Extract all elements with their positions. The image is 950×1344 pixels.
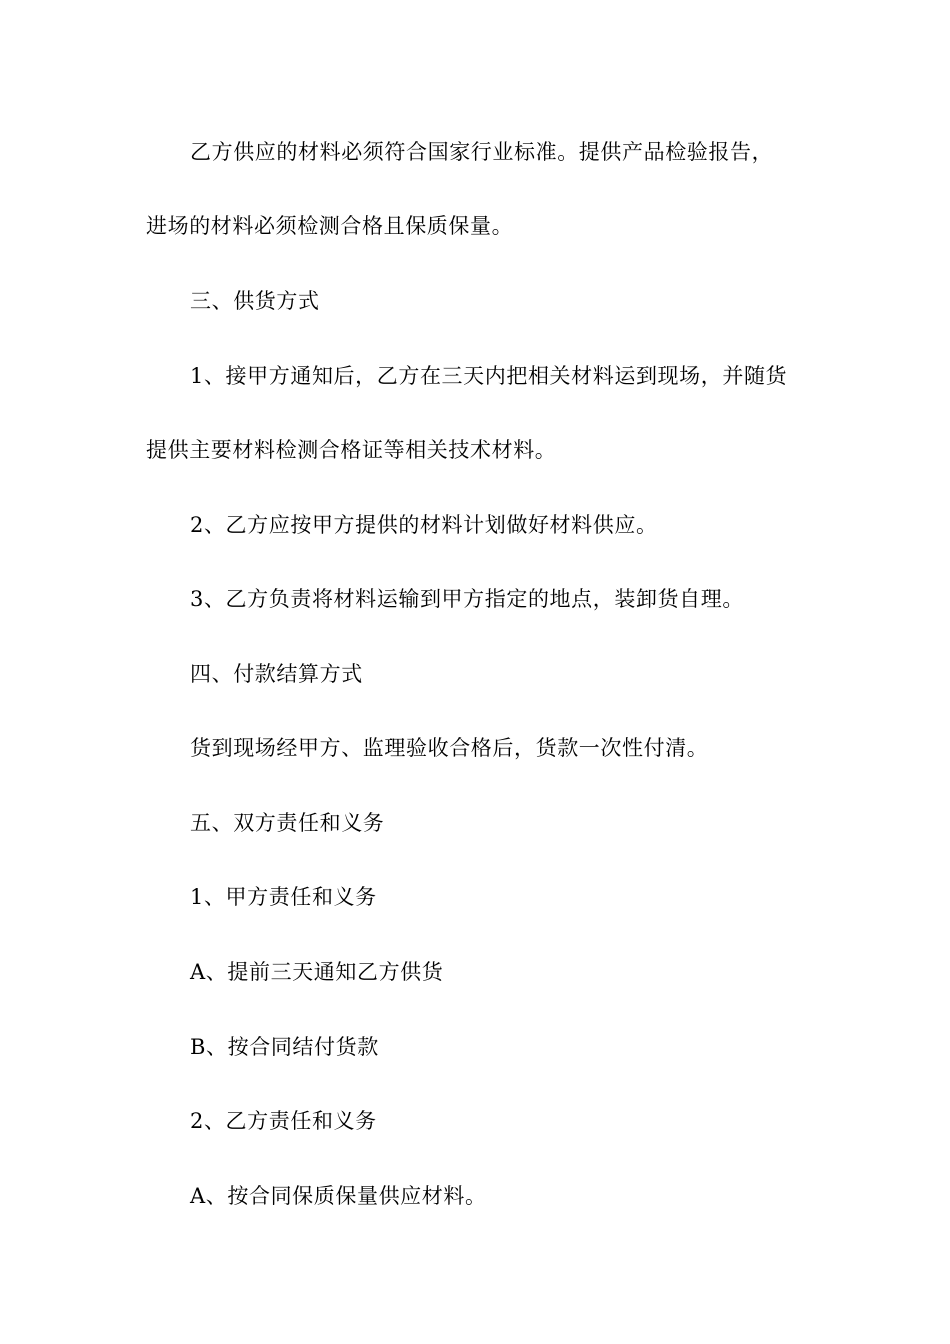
heading-responsibilities: 五、双方责任和义务 [190, 811, 385, 835]
paragraph-supply-2: 2、乙方应按甲方提供的材料计划做好材料供应。 [190, 513, 658, 537]
list-item-party-a-a: A、提前三天通知乙方供货 [190, 960, 444, 984]
paragraph-supply-1: 1、接甲方通知后，乙方在三天内把相关材料运到现场，并随货 [190, 364, 788, 388]
list-item-party-b-a: A、按合同保质保量供应材料。 [190, 1184, 487, 1208]
paragraph-supply-1-cont: 提供主要材料检测合格证等相关技术材料。 [146, 438, 557, 462]
paragraph-payment: 货到现场经甲方、监理验收合格后，货款一次性付清。 [190, 736, 709, 760]
list-item-party-a-b: B、按合同结付货款 [190, 1035, 379, 1059]
subheading-party-a: 1、甲方责任和义务 [190, 885, 377, 909]
paragraph-material-standard-cont: 进场的材料必须检测合格且保质保量。 [146, 214, 514, 238]
subheading-party-b: 2、乙方责任和义务 [190, 1109, 377, 1133]
heading-supply-method: 三、供货方式 [190, 289, 320, 313]
paragraph-supply-3: 3、乙方负责将材料运输到甲方指定的地点，装卸货自理。 [190, 587, 744, 611]
paragraph-material-standard: 乙方供应的材料必须符合国家行业标准。提供产品检验报告， [190, 140, 774, 164]
heading-payment-settlement: 四、付款结算方式 [190, 662, 363, 686]
